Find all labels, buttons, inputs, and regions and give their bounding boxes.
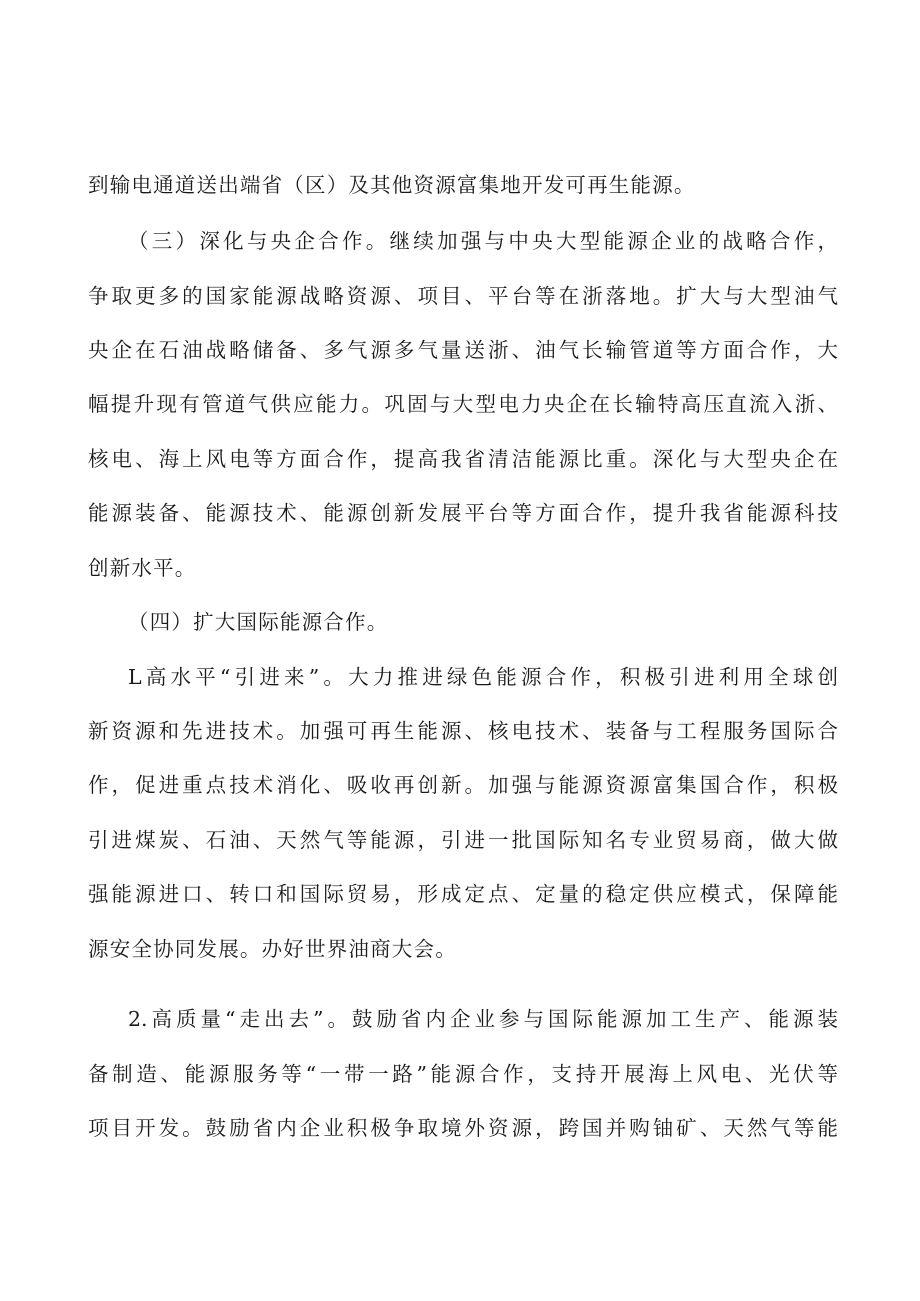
text-line: 核电、海上风电等方面合作，提高我省清洁能源比重。深化与大型央企在 — [88, 447, 838, 471]
text-line: 强能源进口、转口和国际贸易，形成定点、定量的稳定供应模式，保障能 — [88, 882, 838, 906]
section-heading-4: （四）扩大国际能源合作。 — [128, 610, 389, 634]
text-line: 新资源和先进技术。加强可再生能源、核电技术、装备与工程服务国际合 — [88, 719, 838, 743]
subsection-2-heading: 2.高质量“走出去”。鼓励省内企业参与国际能源加工生产、能源装 — [128, 1007, 838, 1031]
text-line: 央企在石油战略储备、多气源多气量送浙、油气长输管道等方面合作，大 — [88, 338, 838, 362]
text-line: 争取更多的国家能源战略资源、项目、平台等在浙落地。扩大与大型油气 — [88, 284, 838, 308]
text-line: 幅提升现有管道气供应能力。巩固与大型电力央企在长输特高压直流入浙、 — [88, 392, 838, 416]
text-line: 引进煤炭、石油、天然气等能源，引进一批国际知名专业贸易商，做大做 — [88, 828, 838, 852]
text-line: 备制造、能源服务等“一带一路”能源合作，支持开展海上风电、光伏等 — [88, 1062, 838, 1086]
text-line: 源安全协同发展。办好世界油商大会。 — [88, 937, 457, 961]
subsection-1-heading: L高水平“引进来”。大力推进绿色能源合作，积极引进利用全球创 — [128, 665, 838, 689]
text-line: 创新水平。 — [88, 556, 197, 580]
section-heading-3: （三）深化与央企合作。继续加强与中央大型能源企业的战略合作， — [128, 229, 838, 253]
text-line: 项目开发。鼓励省内企业积极争取境外资源，跨国并购铀矿、天然气等能 — [88, 1116, 838, 1140]
text-line: 到输电通道送出端省（区）及其他资源富集地开发可再生能源。 — [88, 173, 696, 197]
text-line: 作，促进重点技术消化、吸收再创新。加强与能源资源富集国合作，积极 — [88, 773, 838, 797]
text-line: 能源装备、能源技术、能源创新发展平台等方面合作，提升我省能源科技 — [88, 501, 838, 525]
